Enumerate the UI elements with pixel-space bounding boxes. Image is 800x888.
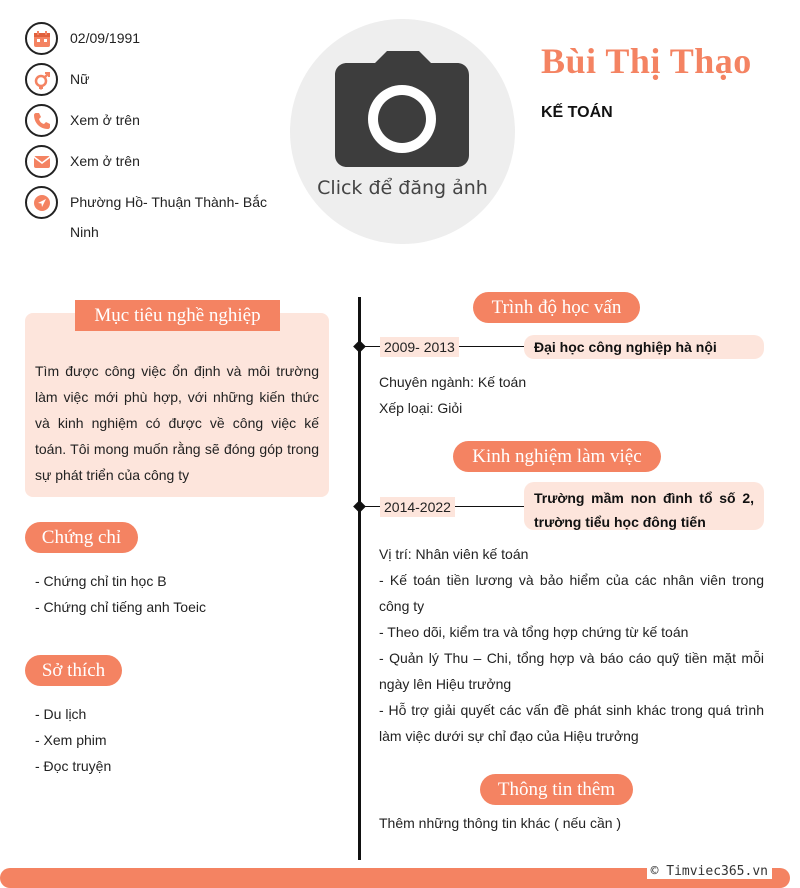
phone-text: Xem ở trên [70,112,140,128]
additional-heading: Thông tin thêm [480,774,633,805]
list-item: - Chứng chỉ tin học B [35,573,167,589]
gender-icon [25,63,58,96]
hobbies-heading: Sở thích [25,655,122,686]
experience-period: 2014-2022 [380,497,455,517]
photo-upload[interactable] [290,19,515,244]
calendar-icon [25,22,58,55]
list-item: - Chứng chỉ tiếng anh Toeic [35,599,206,615]
education-heading: Trình độ học vấn [473,292,640,323]
birthday-text: 02/09/1991 [70,30,141,46]
hobbies-list [35,701,111,779]
experience-company: Trường mầm non đình tổ số 2, trường tiểu học đông tiến [524,482,764,530]
experience-details [379,541,764,749]
contact-gender [25,63,270,96]
detail-line: - Theo dõi, kiểm tra và tổng hợp chứng từ kế toán [379,624,689,640]
location-icon [25,186,58,219]
education-period: 2009- 2013 [380,337,459,357]
list-item: - Đọc truyện [35,758,112,774]
detail-line: - Quản lý Thu – Chi, tổng hợp và báo cáo quỹ tiền mặt mỗi ngày lên Hiệu trưởng [379,650,764,692]
additional-text: Thêm những thông tin khác ( nếu cần ) [379,815,622,831]
certificates-list [35,568,206,620]
email-text: Xem ở trên [70,153,140,169]
watermark: © Timviec365.vn [647,864,772,879]
objective-text: Tìm được công việc ổn định và môi trường làm việc mới phù hợp, với những kiến thức và kinh nghiệm có được về công việc kế toán. Tôi mong muốn rằng sẽ đóng góp trong sự phát triển của công ty [35,363,319,483]
objective-heading: Mục tiêu nghề nghiệp [75,300,280,331]
candidate-name: Bùi Thị Thạo [541,41,752,81]
phone-icon [25,104,58,137]
email-icon [25,145,58,178]
contact-birthday [25,22,270,55]
contact-email [25,145,270,178]
list-item: - Xem phim [35,732,107,748]
detail-line: - Hỗ trợ giải quyết các vấn đề phát sinh khác trong quá trình làm việc dưới sự chỉ đạo của Hiệu trưởng [379,702,764,744]
contact-address [25,186,270,247]
camera-icon [335,51,470,169]
photo-upload-label[interactable]: Click để đăng ảnh [317,177,488,199]
detail-line: Xếp loại: Giỏi [379,400,463,416]
certificates-heading: Chứng chỉ [25,522,138,553]
education-school: Đại học công nghiệp hà nội [524,335,764,359]
address-text: Phường Hồ- Thuận Thành- Bắc Ninh [70,194,268,240]
detail-line: - Kế toán tiền lương và bảo hiểm của các nhân viên trong công ty [379,572,764,614]
detail-line: Vị trí: Nhân viên kế toán [379,546,529,562]
detail-line: Chuyên ngành: Kế toán [379,374,527,390]
timeline-line [358,297,361,860]
list-item: - Du lịch [35,706,87,722]
gender-text: Nữ [70,71,90,87]
experience-heading: Kinh nghiệm làm việc [453,441,661,472]
education-details [379,369,764,421]
job-title: KẾ TOÁN [541,104,613,121]
contact-phone [25,104,270,137]
